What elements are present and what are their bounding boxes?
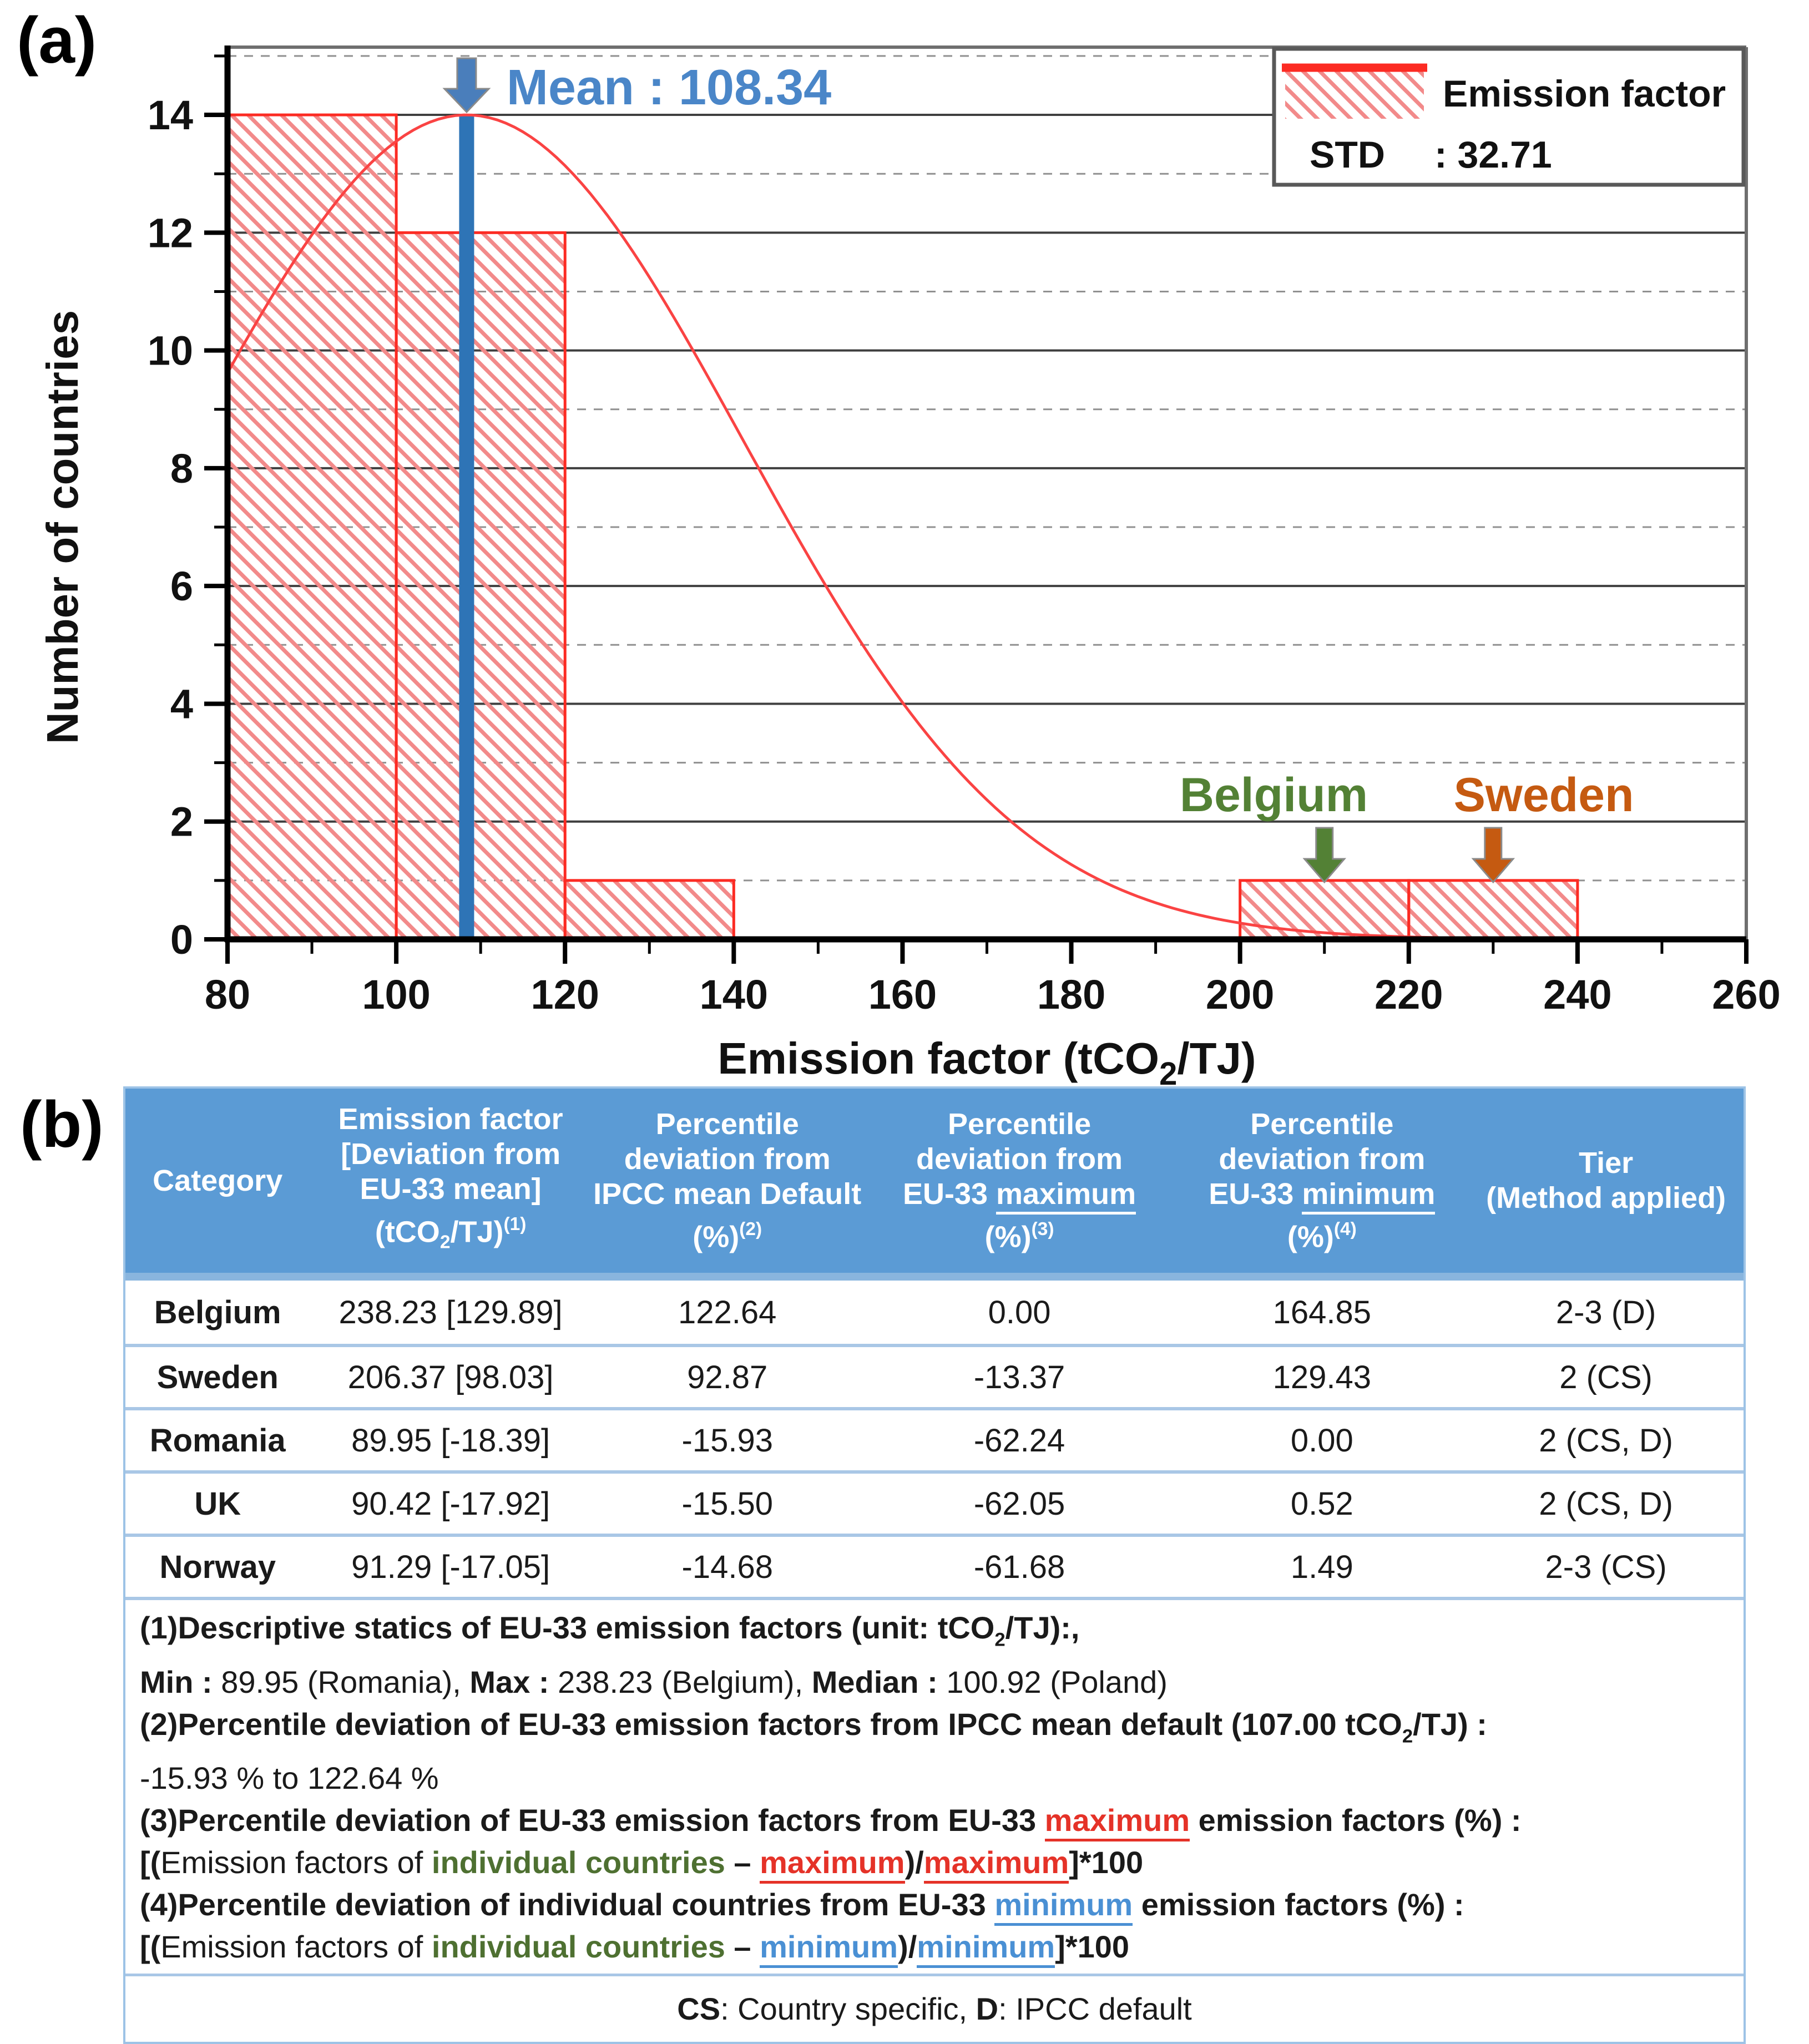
x-tick-label: 260 bbox=[1712, 972, 1781, 1018]
text-segment: 100.92 (Poland) bbox=[946, 1664, 1168, 1699]
header-line bbox=[1287, 1212, 1357, 1254]
legend-series-label: Emission factor bbox=[1443, 73, 1726, 115]
panel-b-label: (b) bbox=[20, 1088, 104, 1161]
row-value-cell-2: -62.24 bbox=[973, 1422, 1065, 1459]
row-value-cell-2: -13.37 bbox=[973, 1359, 1065, 1395]
table-row bbox=[125, 1281, 1744, 1344]
text-segment: – bbox=[725, 1845, 760, 1880]
text-segment: minimum bbox=[917, 1929, 1055, 1968]
header-bottom-strip bbox=[125, 1273, 1744, 1281]
row-value-cell-1: -14.68 bbox=[681, 1549, 773, 1585]
header-line bbox=[360, 1172, 542, 1207]
row-value-cell-1: 122.64 bbox=[678, 1294, 777, 1330]
x-axis-title-tail: /TJ) bbox=[1177, 1034, 1256, 1083]
row-value-cell-1: -15.50 bbox=[681, 1485, 773, 1522]
x-tick-label: 240 bbox=[1543, 972, 1612, 1018]
row-value-cell-3: 129.43 bbox=[1272, 1359, 1372, 1395]
text-segment: EU-33 mean] bbox=[360, 1172, 542, 1206]
header-line bbox=[375, 1207, 527, 1260]
text-segment: Percentile bbox=[655, 1107, 799, 1141]
x-tick-label: 200 bbox=[1205, 972, 1275, 1018]
row-value-cell-1: -15.93 bbox=[681, 1422, 773, 1459]
text-segment: minimum bbox=[760, 1929, 898, 1968]
row-value-cell-0: 91.29 [-17.05] bbox=[351, 1549, 550, 1585]
text-segment: (%) bbox=[693, 1220, 740, 1254]
footnote-line bbox=[140, 1607, 1727, 1661]
text-segment: )/ bbox=[898, 1929, 917, 1965]
row-category-cell: Norway bbox=[159, 1549, 276, 1585]
footnote-line bbox=[140, 1841, 1727, 1884]
row-value-cell-0: 206.37 [98.03] bbox=[347, 1359, 554, 1395]
text-segment: maximum bbox=[760, 1845, 904, 1884]
header-line bbox=[916, 1142, 1123, 1177]
text-segment: Emission factors of bbox=[160, 1845, 432, 1880]
table-row bbox=[125, 1470, 1744, 1534]
panel-a-label: (a) bbox=[17, 4, 97, 77]
x-axis-title bbox=[717, 1034, 1256, 1086]
histogram-bar bbox=[1240, 881, 1409, 939]
text-segment: [( bbox=[140, 1845, 161, 1880]
text-segment: 89.95 (Romania), bbox=[221, 1664, 470, 1699]
emission-factor-table bbox=[123, 1086, 1746, 2044]
text-segment: minimum bbox=[994, 1887, 1133, 1926]
footnote-line bbox=[140, 1926, 1727, 1968]
annotation-label-sweden: Sweden bbox=[1453, 768, 1634, 822]
text-segment: : IPCC default bbox=[998, 1991, 1192, 2027]
text-segment: maximum bbox=[1045, 1803, 1190, 1841]
text-segment: (4)Percentile deviation of individual countries from EU-33 bbox=[140, 1887, 995, 1922]
header-line bbox=[341, 1137, 560, 1172]
y-axis-title: Number of countries bbox=[38, 310, 87, 745]
text-segment: Max : bbox=[469, 1664, 558, 1699]
table-row bbox=[125, 1344, 1744, 1407]
text-segment: [Deviation from bbox=[341, 1137, 561, 1171]
y-tick-label: 0 bbox=[170, 917, 193, 963]
text-segment: (2) bbox=[739, 1218, 762, 1239]
row-value-cell-2: -62.05 bbox=[973, 1485, 1065, 1522]
header-line bbox=[153, 1163, 282, 1198]
text-segment: Percentile bbox=[1250, 1107, 1394, 1141]
text-segment: deviation from bbox=[1219, 1142, 1426, 1176]
text-segment: Tier bbox=[1579, 1146, 1634, 1180]
header-line bbox=[985, 1212, 1054, 1254]
belgium-arrow-down-icon bbox=[1305, 828, 1345, 882]
text-segment: (2)Percentile deviation of EU-33 emission factors from IPCC mean default (107.00 tCO bbox=[140, 1706, 1402, 1742]
text-segment: maximum bbox=[996, 1177, 1136, 1215]
text-segment: CS bbox=[677, 1991, 721, 2027]
x-tick-label: 80 bbox=[204, 972, 251, 1018]
header-line bbox=[338, 1102, 563, 1137]
text-segment: /TJ):, bbox=[1005, 1610, 1080, 1645]
text-segment: minimum bbox=[1302, 1177, 1435, 1215]
text-segment: Median : bbox=[811, 1664, 947, 1699]
text-segment: deviation from bbox=[624, 1142, 831, 1176]
text-segment: EU-33 bbox=[1209, 1177, 1302, 1211]
footnote-line bbox=[140, 1799, 1727, 1841]
header-line bbox=[1579, 1146, 1633, 1181]
text-segment: (3) bbox=[1031, 1218, 1054, 1239]
text-segment: ]*100 bbox=[1069, 1845, 1144, 1880]
text-segment: D bbox=[976, 1991, 999, 2027]
x-tick-label: 180 bbox=[1037, 972, 1106, 1018]
text-segment: (%) bbox=[984, 1220, 1032, 1254]
text-segment: individual countries bbox=[431, 1845, 725, 1880]
row-category-cell: Sweden bbox=[156, 1359, 279, 1395]
table-header-row bbox=[125, 1089, 1744, 1273]
table-header-cell-1 bbox=[310, 1089, 591, 1273]
header-line bbox=[1486, 1181, 1726, 1216]
text-segment: /TJ) : bbox=[1413, 1706, 1487, 1742]
text-segment: 2 bbox=[1402, 1726, 1413, 1747]
text-segment: 238.23 (Belgium), bbox=[558, 1664, 812, 1699]
text-segment: IPCC mean Default bbox=[593, 1177, 862, 1211]
footnote-line bbox=[140, 1757, 1727, 1799]
row-value-cell-3: 164.85 bbox=[1272, 1294, 1372, 1330]
x-tick-label: 140 bbox=[699, 972, 769, 1018]
y-tick-label: 2 bbox=[170, 798, 193, 845]
text-segment: Emission factors of bbox=[160, 1929, 432, 1965]
row-category-cell: UK bbox=[194, 1485, 241, 1522]
y-tick-label: 10 bbox=[147, 327, 193, 374]
text-segment: )/ bbox=[904, 1845, 924, 1880]
row-value-cell-0: 90.42 [-17.92] bbox=[351, 1485, 550, 1522]
x-tick-label: 100 bbox=[362, 972, 431, 1018]
row-value-cell-4: 2 (CS) bbox=[1559, 1359, 1653, 1395]
table-header-cell-3 bbox=[863, 1089, 1176, 1273]
row-value-cell-2: -61.68 bbox=[973, 1549, 1065, 1585]
text-segment: Percentile bbox=[947, 1107, 1092, 1141]
histogram-bar bbox=[565, 881, 734, 939]
row-category-cell: Romania bbox=[149, 1422, 286, 1459]
text-segment: (1)Descriptive statics of EU-33 emission factors (unit: tCO bbox=[140, 1610, 995, 1645]
header-line bbox=[693, 1212, 762, 1254]
text-segment: deviation from bbox=[916, 1142, 1123, 1176]
histogram-bar bbox=[228, 115, 396, 939]
row-value-cell-0: 238.23 [129.89] bbox=[338, 1294, 563, 1330]
row-value-cell-1: 92.87 bbox=[687, 1359, 768, 1395]
text-segment: ]*100 bbox=[1055, 1929, 1130, 1965]
text-segment: Category bbox=[153, 1163, 283, 1197]
text-segment: /TJ) bbox=[450, 1215, 504, 1249]
header-line bbox=[593, 1177, 861, 1212]
mean-arrow-down-icon bbox=[444, 58, 489, 112]
text-segment: maximum bbox=[924, 1845, 1069, 1884]
histogram-bar bbox=[396, 232, 565, 939]
y-tick-label: 14 bbox=[147, 92, 193, 139]
text-segment: -15.93 % to 122.64 % bbox=[140, 1760, 439, 1796]
text-segment: (tCO bbox=[375, 1215, 440, 1249]
y-tick-label: 6 bbox=[170, 563, 193, 610]
row-value-cell-3: 0.00 bbox=[1290, 1422, 1353, 1459]
table-header-cell-4 bbox=[1175, 1089, 1468, 1273]
legend-hatch-swatch bbox=[1285, 65, 1424, 119]
y-tick-label: 4 bbox=[170, 681, 193, 727]
legend-std-name: STD bbox=[1310, 134, 1385, 176]
row-value-cell-4: 2 (CS, D) bbox=[1539, 1485, 1673, 1522]
header-line bbox=[624, 1142, 831, 1177]
legend-std-value: : 32.71 bbox=[1434, 134, 1552, 176]
text-segment: Min : bbox=[140, 1664, 221, 1699]
text-segment: (%) bbox=[1287, 1220, 1334, 1254]
header-line bbox=[1219, 1142, 1425, 1177]
text-segment: (3)Percentile deviation of EU-33 emission factors from EU-33 bbox=[140, 1803, 1045, 1838]
header-line bbox=[903, 1177, 1136, 1212]
x-tick-label: 120 bbox=[530, 972, 599, 1018]
text-segment: emission factors (%) : bbox=[1133, 1887, 1464, 1922]
header-line bbox=[1209, 1177, 1435, 1212]
row-value-cell-3: 1.49 bbox=[1290, 1549, 1353, 1585]
text-segment: – bbox=[725, 1929, 760, 1965]
text-segment: emission factors (%) : bbox=[1190, 1803, 1522, 1838]
table-header-cell-5 bbox=[1468, 1089, 1744, 1273]
text-segment: 2 bbox=[994, 1629, 1005, 1651]
table-row bbox=[125, 1407, 1744, 1470]
row-value-cell-4: 2 (CS, D) bbox=[1539, 1422, 1673, 1459]
header-line bbox=[1250, 1107, 1393, 1142]
x-tick-label: 220 bbox=[1375, 972, 1443, 1018]
x-axis-title-main: Emission factor (tCO bbox=[717, 1034, 1160, 1083]
row-value-cell-4: 2-3 (D) bbox=[1555, 1294, 1656, 1330]
text-segment: Emission factor bbox=[338, 1102, 563, 1136]
text-segment: 2 bbox=[439, 1232, 451, 1253]
table-header-cell-2 bbox=[592, 1089, 863, 1273]
footnotes-block bbox=[125, 1597, 1744, 1974]
mean-value-label: Mean : 108.34 bbox=[506, 60, 832, 115]
table-row bbox=[125, 1534, 1744, 1597]
row-value-cell-2: 0.00 bbox=[988, 1294, 1051, 1330]
header-line bbox=[656, 1107, 799, 1142]
annotation-label-belgium: Belgium bbox=[1179, 768, 1368, 822]
row-value-cell-0: 89.95 [-18.39] bbox=[351, 1422, 550, 1459]
y-tick-label: 12 bbox=[147, 210, 193, 256]
text-segment: (Method applied) bbox=[1486, 1181, 1726, 1215]
sweden-arrow-down-icon bbox=[1473, 828, 1513, 882]
row-value-cell-3: 0.52 bbox=[1290, 1485, 1353, 1522]
histogram-bar bbox=[1409, 881, 1578, 939]
text-segment: [( bbox=[140, 1929, 161, 1965]
text-segment: (4) bbox=[1333, 1218, 1357, 1239]
abbreviation-legend-row bbox=[125, 1974, 1744, 2042]
row-value-cell-4: 2-3 (CS) bbox=[1545, 1549, 1667, 1585]
text-segment: (1) bbox=[503, 1213, 527, 1235]
text-segment: : Country specific, bbox=[720, 1991, 976, 2027]
header-line bbox=[948, 1107, 1091, 1142]
x-tick-label: 160 bbox=[868, 972, 937, 1018]
x-axis-title-subscript: 2 bbox=[1159, 1056, 1178, 1086]
table-header-cell-0 bbox=[125, 1089, 310, 1273]
footnote-line bbox=[140, 1661, 1727, 1703]
text-segment: individual countries bbox=[431, 1929, 725, 1965]
footnote-line bbox=[140, 1884, 1727, 1926]
footnote-line bbox=[140, 1703, 1727, 1758]
row-category-cell: Belgium bbox=[154, 1294, 281, 1330]
y-tick-label: 8 bbox=[170, 445, 193, 492]
text-segment: EU-33 bbox=[902, 1177, 997, 1211]
